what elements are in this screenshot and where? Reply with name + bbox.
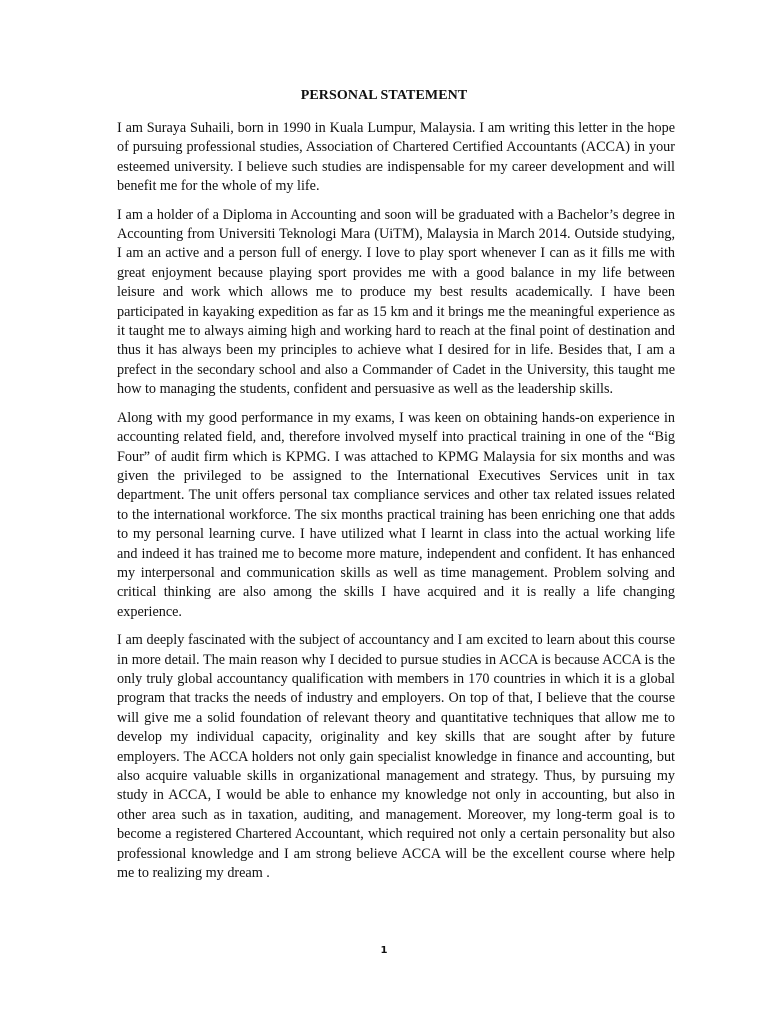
paragraph-work-experience: Along with my good performance in my exams, I was keen on obtaining hands-on experience in accounting related field, and, therefore involved myself into practical training in one of the “Big Four” of audit firm which is KPMG. I was attached to KPMG Malaysia for six months and was given the privileged to be assigned to the International Executives Services unit in tax department. The unit offers personal tax compliance services and other tax related issues related to the international workforce. The six months practical training has been enriching one that adds to my personal learning curve. I have utilized what I learnt in class into the actual working life and indeed it has trained me to become more mature, independent and confident. It has enhanced my interpersonal and communication skills as well as time management. Problem solving and critical thinking are also among the skills I have acquired and it is really a life changing experience.: [117, 409, 675, 620]
paragraph-introduction: I am Suraya Suhaili, born in 1990 in Kuala Lumpur, Malaysia. I am writing this letter in the hope of pursuing professional studies, Association of Chartered Certified Accountants (ACCA) in your esteemed university. I believe such studies are indispensable for my career development and will benefit me for the whole of my life.: [117, 120, 675, 195]
document-title: PERSONAL STATEMENT: [300, 88, 468, 103]
paragraph-education-activities: I am a holder of a Diploma in Accounting and soon will be graduated with a Bachelor’s degree in Accounting from Universiti Teknologi Mara (UiTM), Malaysia in March 2014. Outside studying, I am an active and a person full of energy. I love to play sport whenever I can as it fills me with great enjoyment because playing sport provides me with a good balance in my life between leisure and work which allows me to produce my best results academically. I have been participated in kayaking expedition as far as 15 km and it brings me the meaningful experience as it taught me to always aiming high and working hard to reach at the final point of destination and thus it has always been my principles to achieve what I desired for in life. Besides that, I am a prefect in the secondary school and also a Commander of Cadet in the University, this taught me how to managing the students, confident and persuasive as well as the leadership skills.: [117, 206, 675, 398]
document-body: [117, 119, 675, 892]
paragraph-motivation: I am deeply fascinated with the subject of accountancy and I am excited to learn about this course in more detail. The main reason why I decided to pursue studies in ACCA is because ACCA is the only truly global accountancy qualification with members in 170 countries in which it is a global program that tracks the needs of industry and employers. On top of that, I believe that the course will give me a solid foundation of relevant theory and quantitative techniques that allow me to develop my individual capacity, originality and key skills that are sought after by future employers. The ACCA holders not only gain specialist knowledge in finance and accounting, but also acquire valuable skills in organizational management and strategy. Thus, by pursuing my study in ACCA, I would be able to enhance my knowledge not only in accounting, but also in other area such as in taxation, auditing, and management. Moreover, my long-term goal is to become a registered Chartered Accountant, which required not only a certain personality but also professional knowledge and I am strong believe ACCA will be the excellent course where help me to realizing my dream .: [117, 632, 675, 882]
page-number: 1: [380, 945, 388, 956]
